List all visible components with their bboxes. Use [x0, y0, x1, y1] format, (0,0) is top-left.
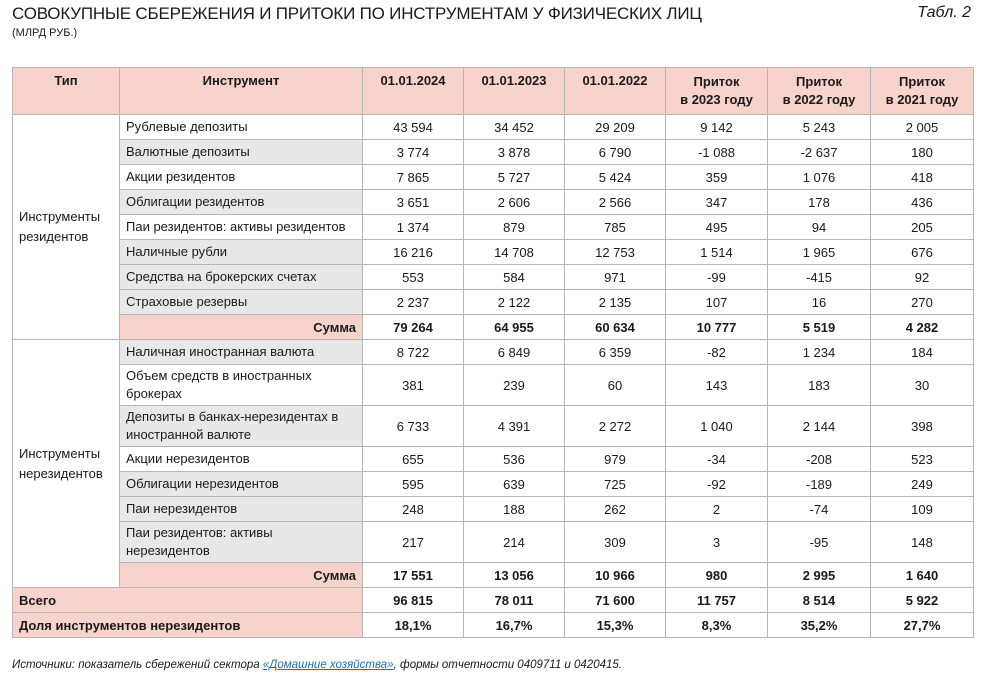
instrument-name: Наличные рубли: [120, 240, 363, 265]
value-cell: 34 452: [464, 115, 565, 140]
instrument-name: Паи резидентов: активы резидентов: [120, 215, 363, 240]
value-cell: 381: [363, 365, 464, 406]
value-cell: 523: [871, 447, 974, 472]
instrument-name: Средства на брокерских счетах: [120, 265, 363, 290]
col-header-inflow-2021-line1: Приток: [899, 74, 945, 89]
share-value-cell: 16,7%: [464, 613, 565, 638]
residents-type-label-line2: резидентов: [19, 229, 89, 244]
value-cell: 1 040: [666, 406, 768, 447]
value-cell: 979: [565, 447, 666, 472]
residents-sum-row: [13, 315, 974, 340]
instrument-name: Паи нерезидентов: [120, 497, 363, 522]
value-cell: 249: [871, 472, 974, 497]
sum-value-cell: 10 966: [565, 563, 666, 588]
instrument-name: Валютные депозиты: [120, 140, 363, 165]
col-header-instrument: Инструмент: [120, 68, 363, 115]
value-cell: 60: [565, 365, 666, 406]
value-cell: 94: [768, 215, 871, 240]
table-row: [13, 406, 974, 447]
value-cell: 217: [363, 522, 464, 563]
nonresidents-type-label: [13, 340, 120, 588]
value-cell: 4 391: [464, 406, 565, 447]
value-cell: 183: [768, 365, 871, 406]
share-label: Доля инструментов нерезидентов: [13, 613, 363, 638]
value-cell: 12 753: [565, 240, 666, 265]
table-row: [13, 522, 974, 563]
table-row: [13, 365, 974, 406]
value-cell: 1 076: [768, 165, 871, 190]
instrument-name: Объем средств в иностранных брокерах: [120, 365, 363, 406]
value-cell: 536: [464, 447, 565, 472]
col-header-inflow-2023: [666, 68, 768, 115]
value-cell: 262: [565, 497, 666, 522]
value-cell: -74: [768, 497, 871, 522]
value-cell: 398: [871, 406, 974, 447]
sum-value-cell: 2 995: [768, 563, 871, 588]
value-cell: 3 651: [363, 190, 464, 215]
table-row: [13, 165, 974, 190]
value-cell: 553: [363, 265, 464, 290]
instrument-name: Облигации нерезидентов: [120, 472, 363, 497]
share-value-cell: 8,3%: [666, 613, 768, 638]
value-cell: 6 733: [363, 406, 464, 447]
instrument-name: Паи резидентов: активы нерезидентов: [120, 522, 363, 563]
value-cell: 109: [871, 497, 974, 522]
value-cell: 184: [871, 340, 974, 365]
nonresidents-type-label-line1: Инструменты: [19, 445, 101, 461]
table-row: [13, 340, 974, 365]
value-cell: 107: [666, 290, 768, 315]
share-value-cell: 27,7%: [871, 613, 974, 638]
value-cell: 676: [871, 240, 974, 265]
value-cell: 785: [565, 215, 666, 240]
page-title: СОВОКУПНЫЕ СБЕРЕЖЕНИЯ И ПРИТОКИ ПО ИНСТРУМЕНТАМ У ФИЗИЧЕСКИХ ЛИЦ: [12, 4, 702, 23]
instrument-name: Страховые резервы: [120, 290, 363, 315]
value-cell: 143: [666, 365, 768, 406]
value-cell: 6 790: [565, 140, 666, 165]
table-row: [13, 472, 974, 497]
instrument-name: Депозиты в банках-нерезидентах в иностранной валюте: [120, 406, 363, 447]
nonresidents-sum-row: [13, 563, 974, 588]
value-cell: 6 359: [565, 340, 666, 365]
value-cell: 2 606: [464, 190, 565, 215]
source-link[interactable]: «Домашние хозяйства»: [262, 659, 394, 671]
table-row: [13, 265, 974, 290]
value-cell: 178: [768, 190, 871, 215]
value-cell: 3 878: [464, 140, 565, 165]
value-cell: -34: [666, 447, 768, 472]
value-cell: 16 216: [363, 240, 464, 265]
value-cell: 2 566: [565, 190, 666, 215]
nonresidents-type-label-line2: нерезидентов: [19, 465, 103, 481]
nonresidents-sum-label: Сумма: [120, 563, 363, 588]
value-cell: 5 727: [464, 165, 565, 190]
value-cell: 6 849: [464, 340, 565, 365]
value-cell: 180: [871, 140, 974, 165]
value-cell: 205: [871, 215, 974, 240]
value-cell: 2 144: [768, 406, 871, 447]
share-row: [13, 613, 974, 638]
value-cell: 584: [464, 265, 565, 290]
value-cell: 239: [464, 365, 565, 406]
value-cell: 2: [666, 497, 768, 522]
residents-type-label: [13, 115, 120, 340]
value-cell: -95: [768, 522, 871, 563]
sum-value-cell: 5 519: [768, 315, 871, 340]
table-row: [13, 215, 974, 240]
col-header-2023: 01.01.2023: [464, 68, 565, 115]
table-body: [13, 115, 974, 638]
instrument-name: Акции нерезидентов: [120, 447, 363, 472]
value-cell: 8 722: [363, 340, 464, 365]
table-row: [13, 240, 974, 265]
value-cell: 2 135: [565, 290, 666, 315]
value-cell: -2 637: [768, 140, 871, 165]
value-cell: 92: [871, 265, 974, 290]
value-cell: 270: [871, 290, 974, 315]
value-cell: 309: [565, 522, 666, 563]
value-cell: 16: [768, 290, 871, 315]
sum-value-cell: 13 056: [464, 563, 565, 588]
value-cell: 655: [363, 447, 464, 472]
table-row: [13, 290, 974, 315]
instrument-name: Акции резидентов: [120, 165, 363, 190]
table-row: [13, 115, 974, 140]
value-cell: 2 272: [565, 406, 666, 447]
value-cell: 495: [666, 215, 768, 240]
table-reference: Табл. 2: [917, 4, 971, 21]
value-cell: 418: [871, 165, 974, 190]
value-cell: -189: [768, 472, 871, 497]
residents-type-label-line1: Инструменты: [19, 209, 101, 224]
value-cell: 971: [565, 265, 666, 290]
sum-value-cell: 60 634: [565, 315, 666, 340]
table-row: [13, 497, 974, 522]
value-cell: -92: [666, 472, 768, 497]
total-label: Всего: [13, 588, 363, 613]
value-cell: 188: [464, 497, 565, 522]
share-value-cell: 15,3%: [565, 613, 666, 638]
value-cell: 7 865: [363, 165, 464, 190]
share-value-cell: 18,1%: [363, 613, 464, 638]
col-header-inflow-2023-line1: Приток: [693, 74, 740, 89]
residents-sum-label: Сумма: [120, 315, 363, 340]
source-suffix: , формы отчетности 0409711 и 0420415.: [393, 659, 622, 671]
col-header-2024: 01.01.2024: [363, 68, 464, 115]
share-value-cell: 35,2%: [768, 613, 871, 638]
value-cell: 1 234: [768, 340, 871, 365]
col-header-2022: 01.01.2022: [565, 68, 666, 115]
value-cell: 1 514: [666, 240, 768, 265]
total-value-cell: 96 815: [363, 588, 464, 613]
sum-value-cell: 980: [666, 563, 768, 588]
value-cell: 1 965: [768, 240, 871, 265]
page-subtitle: (МЛРД РУБ.): [12, 27, 78, 39]
value-cell: 436: [871, 190, 974, 215]
savings-table: [12, 67, 974, 638]
value-cell: 9 142: [666, 115, 768, 140]
table-row: [13, 190, 974, 215]
sum-value-cell: 17 551: [363, 563, 464, 588]
source-note: [12, 659, 622, 671]
value-cell: 43 594: [363, 115, 464, 140]
col-header-inflow-2022: [768, 68, 871, 115]
value-cell: 2 237: [363, 290, 464, 315]
value-cell: -1 088: [666, 140, 768, 165]
header-row: [13, 68, 974, 115]
value-cell: 3 774: [363, 140, 464, 165]
value-cell: 359: [666, 165, 768, 190]
value-cell: 1 374: [363, 215, 464, 240]
instrument-name: Рублевые депозиты: [120, 115, 363, 140]
total-value-cell: 5 922: [871, 588, 974, 613]
value-cell: 639: [464, 472, 565, 497]
value-cell: 725: [565, 472, 666, 497]
value-cell: 14 708: [464, 240, 565, 265]
table-row: [13, 447, 974, 472]
col-header-inflow-2021: [871, 68, 974, 115]
sum-value-cell: 1 640: [871, 563, 974, 588]
value-cell: 29 209: [565, 115, 666, 140]
total-row: [13, 588, 974, 613]
sum-value-cell: 10 777: [666, 315, 768, 340]
value-cell: 30: [871, 365, 974, 406]
col-header-type: Тип: [13, 68, 120, 115]
value-cell: 595: [363, 472, 464, 497]
source-prefix: Источники: показатель сбережений сектора: [12, 659, 263, 671]
sum-value-cell: 4 282: [871, 315, 974, 340]
sum-value-cell: 64 955: [464, 315, 565, 340]
value-cell: 5 243: [768, 115, 871, 140]
value-cell: 5 424: [565, 165, 666, 190]
value-cell: -82: [666, 340, 768, 365]
value-cell: 148: [871, 522, 974, 563]
total-value-cell: 78 011: [464, 588, 565, 613]
instrument-name: Наличная иностранная валюта: [120, 340, 363, 365]
value-cell: 2 005: [871, 115, 974, 140]
col-header-inflow-2022-line2: в 2022 году: [782, 92, 856, 107]
instrument-name: Облигации резидентов: [120, 190, 363, 215]
table-row: [13, 140, 974, 165]
col-header-inflow-2021-line2: в 2021 году: [885, 92, 959, 107]
value-cell: -208: [768, 447, 871, 472]
value-cell: 3: [666, 522, 768, 563]
col-header-inflow-2023-line2: в 2023 году: [680, 92, 753, 107]
col-header-inflow-2022-line1: Приток: [796, 74, 842, 89]
value-cell: 248: [363, 497, 464, 522]
total-value-cell: 71 600: [565, 588, 666, 613]
value-cell: -415: [768, 265, 871, 290]
value-cell: 214: [464, 522, 565, 563]
total-value-cell: 8 514: [768, 588, 871, 613]
value-cell: -99: [666, 265, 768, 290]
value-cell: 879: [464, 215, 565, 240]
sum-value-cell: 79 264: [363, 315, 464, 340]
total-value-cell: 11 757: [666, 588, 768, 613]
value-cell: 347: [666, 190, 768, 215]
value-cell: 2 122: [464, 290, 565, 315]
